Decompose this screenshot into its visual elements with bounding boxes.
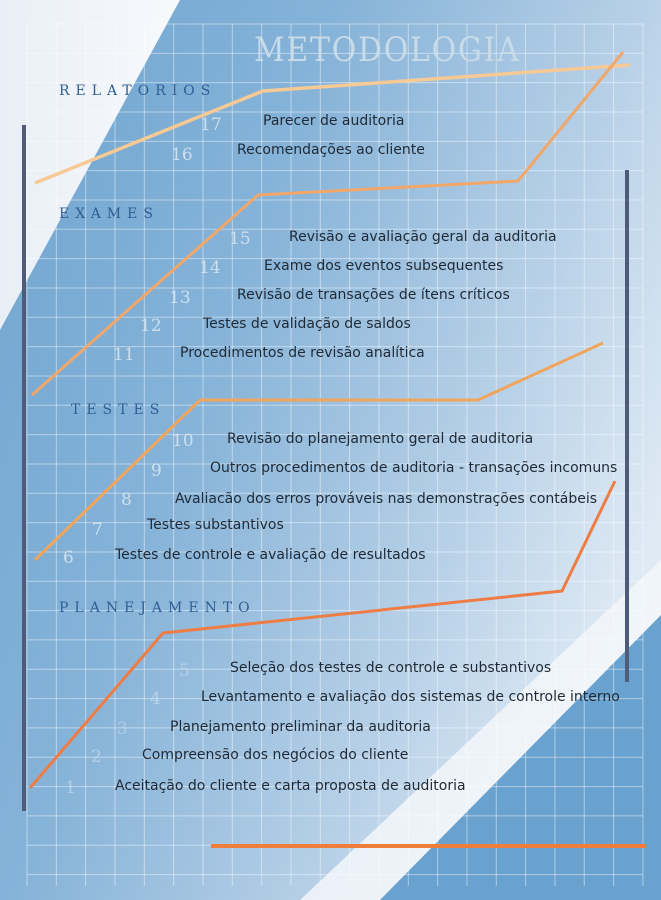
step-number: 11 bbox=[113, 345, 135, 365]
step-text: Parecer de auditoria bbox=[263, 113, 405, 129]
step-text: Compreensão dos negócios do cliente bbox=[142, 747, 409, 763]
step-text: Outros procedimentos de auditoria - transações incomuns bbox=[210, 460, 618, 476]
planejamento-line bbox=[30, 481, 615, 788]
step-number: 6 bbox=[63, 548, 74, 568]
step-text: Exame dos eventos subsequentes bbox=[264, 258, 504, 274]
step-text: Seleção dos testes de controle e substantivos bbox=[230, 660, 552, 676]
step-number: 1 bbox=[65, 778, 76, 798]
testes-line bbox=[35, 343, 603, 560]
section-label-relatorios: RELATORIOS bbox=[59, 83, 217, 99]
step-number: 14 bbox=[199, 258, 221, 278]
page-title: METODOLOGIA bbox=[254, 30, 521, 70]
step-text: Revisão do planejamento geral de auditoria bbox=[227, 431, 534, 447]
step-text: Aceitação do cliente e carta proposta de auditoria bbox=[115, 778, 466, 794]
step-number: 3 bbox=[117, 719, 128, 739]
step-text: Procedimentos de revisão analítica bbox=[180, 345, 425, 361]
step-number: 17 bbox=[200, 115, 222, 135]
section-label-exames: EXAMES bbox=[59, 206, 159, 222]
step-number: 4 bbox=[150, 689, 161, 709]
step-number: 2 bbox=[91, 747, 102, 767]
step-text: Revisão de transações de ítens críticos bbox=[237, 287, 510, 303]
step-text: Planejamento preliminar da auditoria bbox=[170, 719, 431, 735]
section-label-testes: TESTES bbox=[71, 402, 166, 418]
step-text: Testes de controle e avaliação de resultados bbox=[115, 547, 426, 563]
section-label-planejamento: PLANEJAMENTO bbox=[59, 600, 256, 616]
step-number: 15 bbox=[229, 229, 251, 249]
step-text: Avaliacão dos erros prováveis nas demonstrações contábeis bbox=[175, 491, 598, 507]
step-number: 8 bbox=[121, 490, 132, 510]
step-text: Levantamento e avaliação dos sistemas de controle interno bbox=[201, 689, 620, 705]
exames-line bbox=[32, 52, 623, 395]
step-number: 12 bbox=[140, 316, 162, 336]
step-number: 7 bbox=[92, 520, 103, 540]
step-number: 10 bbox=[172, 431, 194, 451]
step-number: 9 bbox=[151, 461, 162, 481]
step-number: 5 bbox=[179, 661, 190, 681]
step-text: Testes substantivos bbox=[147, 517, 284, 533]
step-number: 16 bbox=[171, 145, 193, 165]
step-text: Revisão e avaliação geral da auditoria bbox=[289, 229, 557, 245]
step-number: 13 bbox=[169, 288, 191, 308]
step-text: Recomendações ao cliente bbox=[237, 142, 425, 158]
step-text: Testes de validação de saldos bbox=[203, 316, 411, 332]
